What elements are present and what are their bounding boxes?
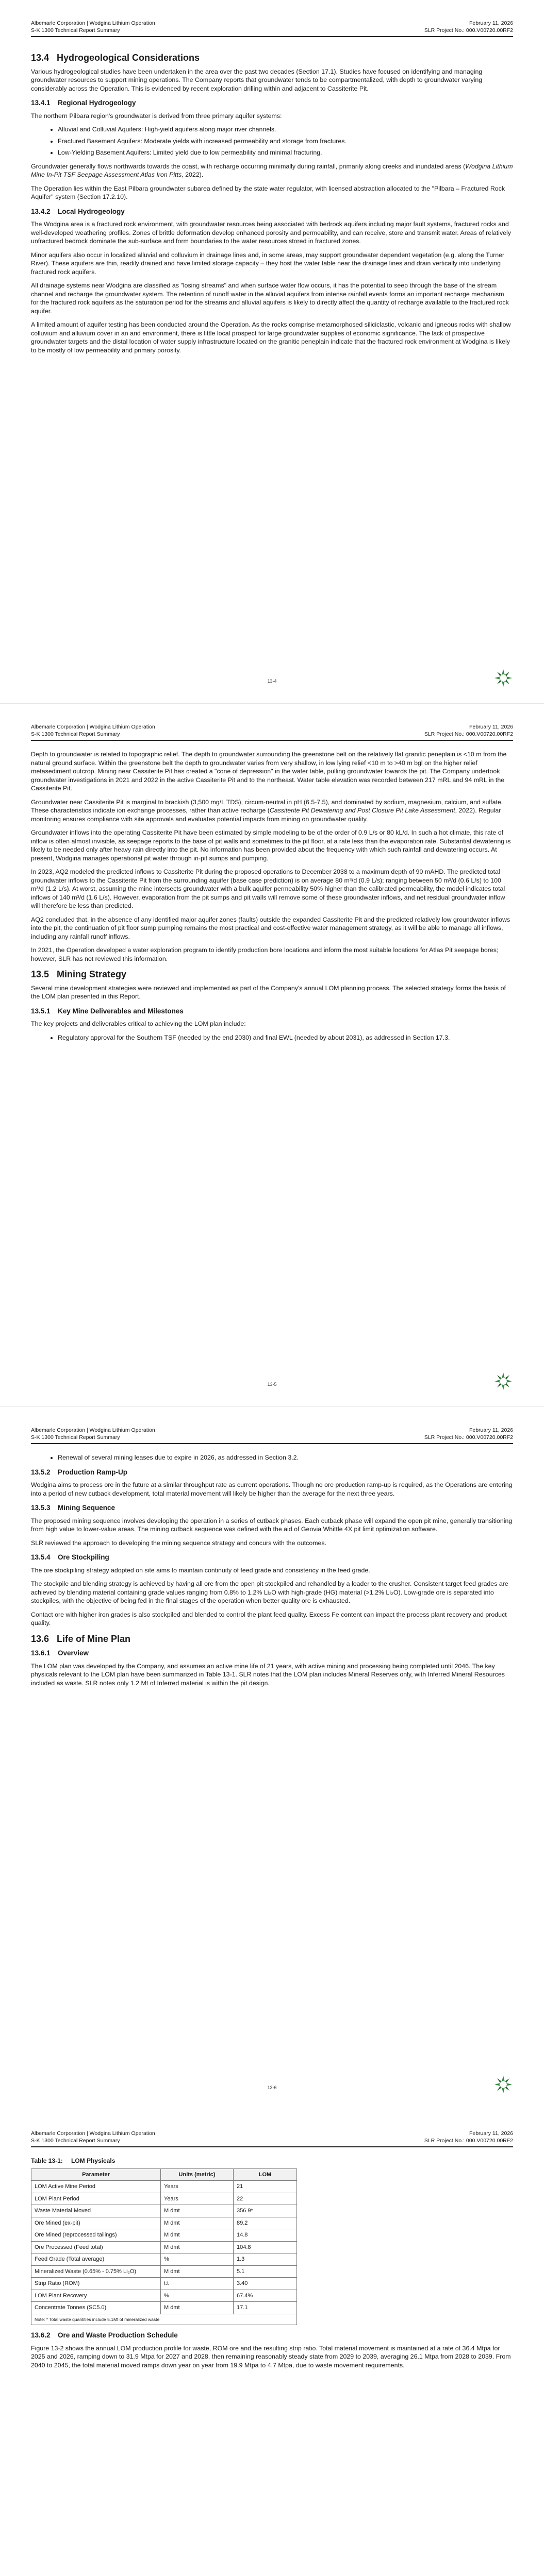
table-row: LOM Active Mine Period Years 21 (31, 2181, 297, 2193)
slr-logo-icon (493, 668, 513, 688)
table-row: LOM Plant Recovery % 67.4% (31, 2290, 297, 2302)
aquifer-list (31, 125, 513, 157)
table-row: Ore Mined (reprocessed tailings) M dmt 14.8 (31, 2229, 297, 2242)
paragraph: Wodgina aims to process ore in the future at a similar throughput rate as current operations. Though no ore production ramp-up is required, as the Operations are entering into a period of new cutback development, total material movement will likely be higher than the average for the next three years. (31, 1481, 513, 1497)
subsection-heading: 13.5.2 Production Ramp-Up (31, 1468, 127, 1476)
table-row: Feed Grade (Total average) % 1.3 (31, 2253, 297, 2266)
page-number: 13-4 (267, 679, 277, 684)
project-number: SLR Project No.: 000.V00720.00RF2 (424, 731, 513, 737)
company-name: Albemarle Corporation | Wodgina Lithium Operation (31, 20, 155, 26)
table-row: Ore Mined (ex-pit) M dmt 89.2 (31, 2217, 297, 2229)
subsection-heading: 13.6.2 Ore and Waste Production Schedule (31, 2331, 178, 2339)
report-name: S-K 1300 Technical Report Summary (31, 731, 120, 737)
company-name: Albemarle Corporation | Wodgina Lithium Operation (31, 2130, 155, 2137)
paragraph: Depth to groundwater is related to topographic relief. The depth to groundwater surrounding the greenstone belt on the relatively flat granitic peneplain is <10 m from the natural ground surface. Within the greenstone belt the depth to groundwater varies from very shallow, in low lying relief <10 m to >40 m bgl on the higher relief metasediment outcrop. Mining near Cassiterite Pit has created a "cone of depression" in the water table, pulling groundwater towards the pit. The Company undertook groundwater investigations in 2021 and 2022 in the active Cassiterite Pit and to the northeast. Water table elevation was recorded between 217 mRL and 94 mRL in the Cassiterite Pit. (31, 751, 507, 792)
report-date: February 11, 2026 (469, 724, 513, 730)
paragraph: Several mine development strategies were reviewed and implemented as part of the Company's annual LOM planning process. The selected strategy forms the basis of the LOM plan presented in this Report. (31, 984, 506, 1000)
report-name: S-K 1300 Technical Report Summary (31, 2138, 120, 2144)
report-name: S-K 1300 Technical Report Summary (31, 1434, 120, 1440)
column-header: Parameter (31, 2168, 161, 2181)
table-row: Waste Material Moved M dmt 356.9* (31, 2205, 297, 2217)
paragraph: Contact ore with higher iron grades is also stockpiled and blended to control the plant feed quality. Excess Fe content can impact the process plant recovery and product quality. (31, 1611, 507, 1626)
paragraph: Various hydrogeological studies have been undertaken in the area over the past two decades (Section 17.1). Studies have focused on identifying and managing groundwater resources to support mining operations. The Company reports that groundwater tends to be compartmentalized, with depth to groundwater varying considerably across the Operation. This is evidenced by recent exploration drilling within and adjacent to Cassiterite Pit. (31, 67, 483, 92)
paragraph: The Wodgina area is a fractured rock environment, with groundwater resources being associated with bedrock aquifers including major fault systems, fractured rocks and well-developed weathering profiles. Zones of brittle deformation develop enhanced porosity and permeability, and can receive, store and transmit water. Areas of relatively unfractured bedrock dominate the sub-surface and form boundaries to the water resources stored in fractured zones. (31, 221, 511, 245)
report-name: S-K 1300 Technical Report Summary (31, 27, 120, 33)
report-date: February 11, 2026 (469, 20, 513, 26)
lom-physicals-table (31, 2168, 297, 2326)
paragraph: SLR reviewed the approach to developing the mining sequence strategy and concurs with the outcomes. (31, 1539, 327, 1547)
table-row: Concentrate Tonnes (SC5.0) M dmt 17.1 (31, 2302, 297, 2314)
paragraph: In 2021, the Operation developed a water exploration program to identify production bore locations and inform the most suitable locations for Atlas Pit seepage bores; however, SLR has not reviewed this information. (31, 946, 499, 962)
column-header: LOM (234, 2168, 297, 2181)
paragraph: Groundwater inflows into the operating Cassiterite Pit have been estimated by simple modeling to be of the order of 0.9 L/s or 80 kL/d. In such a hot climate, this rate of inflow is often almost invisible, as seepage reports to the base of pit walls and sometimes to the pit floor, at a rate less than the evaporation rate. Substantial dewatering is likely to be needed only after heavy rain directly into the pit. No information has been provided about the frequency with which such rainfall and dewatering occurs. At present, Wodgina manages operational pit water through in-pit sumps and pumping. (31, 829, 511, 862)
table-row: Mineralized Waste (0.65% - 0.75% Li₂O) M dmt 5.1 (31, 2265, 297, 2278)
paragraph: The proposed mining sequence involves developing the operation in a series of cutback phases. Each cutback phase will expand the open pit mine, generally transitioning from high value to lower-value areas. The mining cutback sequence was defined with the aid of Geovia Whittle 4X pit limit optimization software. (31, 1517, 513, 1533)
page-number: 13-5 (267, 1382, 277, 1387)
column-header: Units (metric) (161, 2168, 234, 2181)
paragraph: Figure 13-2 shows the annual LOM production profile for waste, ROM ore and the resulting strip ratio. Total material movement is maintained at a rate of 36.4 Mtpa for 2025 and 2026, ramping down to 31.9 Mtpa for 2027 and 2028, then remaining reasonably steady state from 2029 to 2039, averaging 26.1 Mtpa from 2028 to 2039. From 2040 to 2045, the total material moved ramps down year on year from 19.9 Mtpa to 4.7 Mtpa, due to waste movement requirements. (31, 2344, 511, 2369)
header-rule (31, 36, 513, 37)
project-number: SLR Project No.: 000.V00720.00RF2 (424, 2138, 513, 2144)
project-number: SLR Project No.: 000.V00720.00RF2 (424, 1434, 513, 1440)
list-item: • Regulatory approval for the Southern TSF (needed by the end 2030) and final EWL (needed by about 2031), as addressed in Section 17.3. (58, 1033, 513, 1042)
project-number: SLR Project No.: 000.V00720.00RF2 (424, 27, 513, 33)
section-heading: 13.5 Mining Strategy (31, 969, 127, 979)
list-item: • Low-Yielding Basement Aquifers: Limited yield due to low permeability and minimal fracturing. (58, 148, 513, 157)
section-heading: 13.4 Hydrogeological Considerations (31, 53, 200, 63)
paragraph: Minor aquifers also occur in localized alluvial and colluvium in drainage lines and, in some areas, may support groundwater dependent vegetation (e.g. along the Turner River). These aquifers are thin, readily drained and have limited storage capacity – they host the water table near the drainage lines and drain vertically into underlying fractured rock aquifers. (31, 251, 505, 276)
table-row: Strip Ratio (ROM) t:t 3.40 (31, 2278, 297, 2290)
subsection-heading: 13.5.1 Key Mine Deliverables and Milestones (31, 1007, 184, 1015)
page-number: 13-6 (267, 2085, 277, 2090)
subsection-heading: 13.4.1 Regional Hydrogeology (31, 99, 136, 107)
slr-logo-icon (493, 1371, 513, 1391)
subsection-heading: 13.5.4 Ore Stockpiling (31, 1553, 109, 1561)
report-page (0, 1406, 544, 2110)
table-row: LOM Plant Period Years 22 (31, 2193, 297, 2205)
subsection-heading: 13.5.3 Mining Sequence (31, 1504, 116, 1512)
paragraph: AQ2 concluded that, in the absence of any identified major aquifer zones (faults) outside the expanded Cassiterite Pit and the predicted relatively low groundwater inflows into the pit, the continuation of pit floor sump pumping remains the most practical and cost-effective water management strategy, as it will be able to manage all inflows, including any rainfall runoff inflows. (31, 916, 510, 940)
table-note: Note: * Total waste quantities include 5.1Mt of mineralized waste (31, 2314, 297, 2325)
table-header-row (31, 2168, 297, 2181)
report-page (0, 703, 544, 1406)
header-rule (31, 740, 513, 741)
paragraph: Groundwater generally flows northwards towards the coast, with recharge occurring minimally during rainfall, primarily along creeks and inundated areas (Wodgina Lithium Mine In-Pit TSF Seepage Assessment Atlas Iron Pitts, 2022). (31, 162, 513, 178)
paragraph: A limited amount of aquifer testing has been conducted around the Operation. As the rocks comprise metamorphosed siliciclastic, volcanic and igneous rocks with shallow colluvium and alluvium cover in an arid environment, there is little local prospect for large groundwater supplies of economic significance. The lack of prospective groundwater targets and the distal location of water supply infrastructure located on the granitic peneplain indicate that the fractured rock environment at Wodgina is likely to be mostly of low permeability and primary porosity. (31, 321, 511, 354)
table-caption: Table 13-1: LOM Physicals (31, 2157, 116, 2164)
table-row: Ore Processed (Feed total) M dmt 104.8 (31, 2241, 297, 2253)
header-rule (31, 1443, 513, 1444)
report-page (0, 2110, 544, 2576)
company-name: Albemarle Corporation | Wodgina Lithium Operation (31, 724, 155, 730)
page-body (31, 2157, 513, 2375)
paragraph: All drainage systems near Wodgina are classified as "losing streams" and when surface water flow occurs, it has the potential to seep through the base of the stream channel and recharge the groundwater system. The retention of runoff water in the alluvial aquifers from intense rainfall events forms an important recharge mechanism for the fractured rock aquifers as the saturation period for the streams and alluvial aquifers is likely to directly affect the quantity of recharge available to the fractured rock aquifer. (31, 282, 509, 315)
subsection-heading: 13.4.2 Local Hydrogeology (31, 207, 125, 215)
company-name: Albemarle Corporation | Wodgina Lithium Operation (31, 1427, 155, 1433)
page-body (31, 1453, 513, 1692)
paragraph: The key projects and deliverables critical to achieving the LOM plan include: (31, 1020, 246, 1027)
page-body (31, 46, 513, 360)
deliverables-list (31, 1033, 513, 1042)
report-date: February 11, 2026 (469, 1427, 513, 1433)
page-body (31, 750, 513, 1047)
section-heading: 13.6 Life of Mine Plan (31, 1633, 131, 1644)
subsection-heading: 13.6.1 Overview (31, 1649, 89, 1657)
paragraph: The stockpile and blending strategy is achieved by having all ore from the open pit stockpiled and rehandled by a loader to the crusher. Consistent target feed grades are achieved by blending material containing grade values ranging from 0.8% to 1.2% Li₂O with high-grade (HG) material (>1.2% Li₂O). Low-grade ore is separated into stockpiles, with the objective of being fed in the final stages of the operation when better quality ore is exhausted. (31, 1580, 508, 1604)
paragraph: Groundwater near Cassiterite Pit is marginal to brackish (3,500 mg/L TDS), circum-neutral in pH (6.5-7.5), and dominated by sodium, magnesium, calcium, and sulfate. These characteristics indicate ion exchange processes, rather than active recharge (Cassiterite Pit Dewatering and Post Closure Pit Lake Assessment, 2022). Regular monitoring ensures compliance with site approvals and evaluates potential impacts from mining on groundwater quality. (31, 798, 503, 823)
paragraph: The Operation lies within the East Pilbara groundwater subarea defined by the state water regulator, with licensed abstraction allocated to the "Pilbara – Fractured Rock Aquifer" system (Section 17.2.10). (31, 184, 505, 200)
paragraph: In 2023, AQ2 modeled the predicted inflows to Cassiterite Pit during the proposed operations to December 2038 to a maximum depth of 90 mAHD. The predicted total groundwater inflows to the Cassiterite Pit from the surrounding aquifer (base case prediction) is on average 80 m³/d (0.9 L/s); ranging between 50 m³/d (0.6 L/s) to 100 m³/d (1.2 L/s). At worst, assuming the mine intersects groundwater with a bulk aquifer permeability 50% higher than the calibrated permeability, the model indicates total inflows of 140 m³/d (1.6 L/s). However, evaporation from the pit sumps and pit walls will remove some of these groundwater inflows, and net residual groundwater inflow will therefore be less than predicted. (31, 868, 505, 909)
deliverables-list (31, 1453, 513, 1462)
report-page (0, 0, 544, 703)
list-item: • Fractured Basement Aquifers: Moderate yields with increased permeability and storage from fractures. (58, 137, 513, 146)
report-date: February 11, 2026 (469, 2130, 513, 2137)
paragraph: The LOM plan was developed by the Company, and assumes an active mine life of 21 years, with active mining and processing being completed until 2046. The key physicals relevant to the LOM plan have been summarized in Table 13-1. SLR notes that the LOM plan includes Mineral Reserves only, with Inferred Mineral Resources included as waste. SLR notes only 1.2 Mt of Inferred material is within the pit design. (31, 1662, 505, 1687)
header-rule (31, 2146, 513, 2147)
list-item: • Alluvial and Colluvial Aquifers: High-yield aquifers along major river channels. (58, 125, 513, 134)
paragraph: The ore stockpiling strategy adopted on site aims to maintain continuity of feed grade and consistency in the feed grade. (31, 1566, 370, 1574)
list-item: • Renewal of several mining leases due to expire in 2026, as addressed in Section 3.2. (58, 1453, 513, 1462)
slr-logo-icon (493, 2075, 513, 2094)
paragraph: The northern Pilbara region's groundwater is derived from three primary aquifer systems: (31, 112, 282, 120)
